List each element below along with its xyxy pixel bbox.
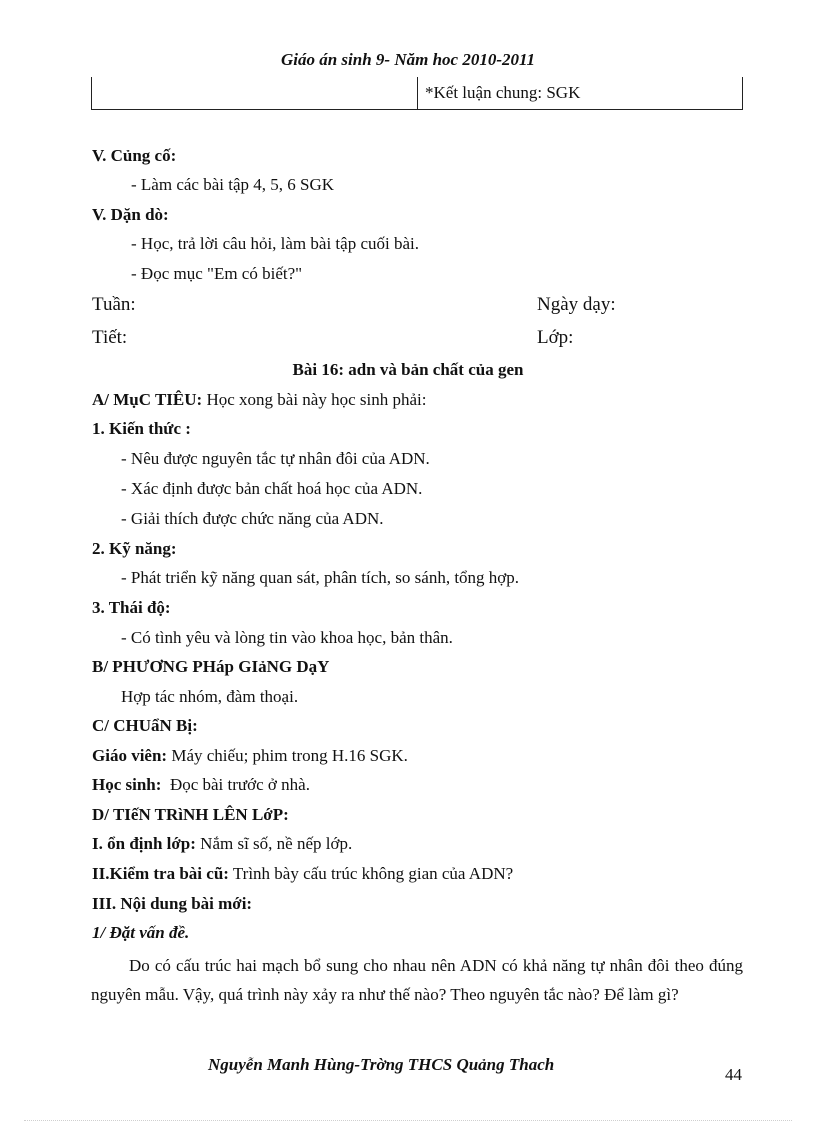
kien-thuc-item: - Nêu được nguyên tắc tự nhân đôi của ADN. [121,449,430,468]
phuong-phap-heading: B/ PHƯƠNG PHáp GIảNG DạY [92,657,330,676]
dando-item: - Học, trả lời câu hỏi, làm bài tập cuối bài. [131,234,419,253]
dando-item: - Đọc mục "Em có biết?" [131,264,303,283]
conclusion-table [91,77,743,110]
hoc-sinh-text: Đọc bài trước ở nhà. [161,775,310,794]
kiem-tra-text: Trình bày cấu trúc không gian của ADN? [228,864,514,883]
hoc-sinh-line [92,775,310,795]
lesson-title: Bài 16: adn và bản chất của gen [292,360,524,379]
table-divider [417,77,418,109]
noi-dung-heading: III. Nội dung bài mới: [92,894,253,913]
hoc-sinh-label: Học sinh: [92,775,162,794]
page-header: Giáo án sinh 9- Năm hoc 2010-2011 [280,50,536,69]
page-edge-divider [24,1120,792,1121]
thai-do-heading: 3. Thái độ: [92,598,171,617]
ngay-day-label: Ngày dạy: [537,294,616,315]
intro-paragraph-text: Do có cấu trúc hai mạch bổ sung cho nhau nên ADN có khả năng tự nhân đôi theo đúng nguyên mẫu. Vậy, quá trình này xảy ra như thế nào? Theo nguyên tắc nào? Để làm gì? [91,956,743,1004]
tiet-label: Tiết: [92,327,128,348]
dat-van-de-heading: 1/ Đặt vấn đề. [92,923,190,942]
on-dinh-line [92,834,352,854]
kien-thuc-heading: 1. Kiến thức : [92,419,191,438]
footer-author: Nguyễn Manh Hùng-Trờng THCS Quảng Thach [208,1055,555,1074]
kiem-tra-line [92,864,513,884]
cungco-item: - Làm các bài tập 4, 5, 6 SGK [131,175,334,194]
intro-paragraph [91,951,743,1009]
table-cell-conclusion: *Kết luận chung: SGK [425,83,581,102]
on-dinh-text: Nắm sĩ số, nề nếp lớp. [195,834,353,853]
tuan-label: Tuần: [92,294,136,315]
dando-heading: V. Dặn dò: [92,205,169,224]
lop-label: Lớp: [537,327,574,348]
muc-tieu-text: Học xong bài này học sinh phải: [202,390,427,409]
phuong-phap-text: Hợp tác nhóm, đàm thoại. [121,687,299,706]
on-dinh-label: I. ổn định lớp: [92,834,196,853]
kien-thuc-item: - Xác định được bản chất hoá học của ADN. [121,479,423,498]
page-number: 44 [725,1065,742,1084]
kien-thuc-item: - Giải thích được chức năng của ADN. [121,509,384,528]
muc-tieu-label: A/ MụC TIÊU: [92,390,203,409]
thai-do-item: - Có tình yêu và lòng tin vào khoa học, bản thân. [121,628,453,647]
kiem-tra-label: II.Kiểm tra bài cũ: [92,864,229,883]
chuan-bi-heading: C/ CHUẩN Bị: [92,716,198,735]
cungco-heading: V. Củng cố: [92,146,177,165]
muc-tieu [92,390,426,410]
giao-vien-line [92,746,408,766]
giao-vien-label: Giáo viên: [92,746,168,765]
ky-nang-item: - Phát triển kỹ năng quan sát, phân tích, so sánh, tổng hợp. [121,568,520,587]
tien-trinh-heading: D/ TIếN TRìNH LÊN LớP: [92,805,289,824]
giao-vien-text: Máy chiếu; phim trong H.16 SGK. [167,746,408,765]
ky-nang-heading: 2. Kỹ năng: [92,539,177,558]
